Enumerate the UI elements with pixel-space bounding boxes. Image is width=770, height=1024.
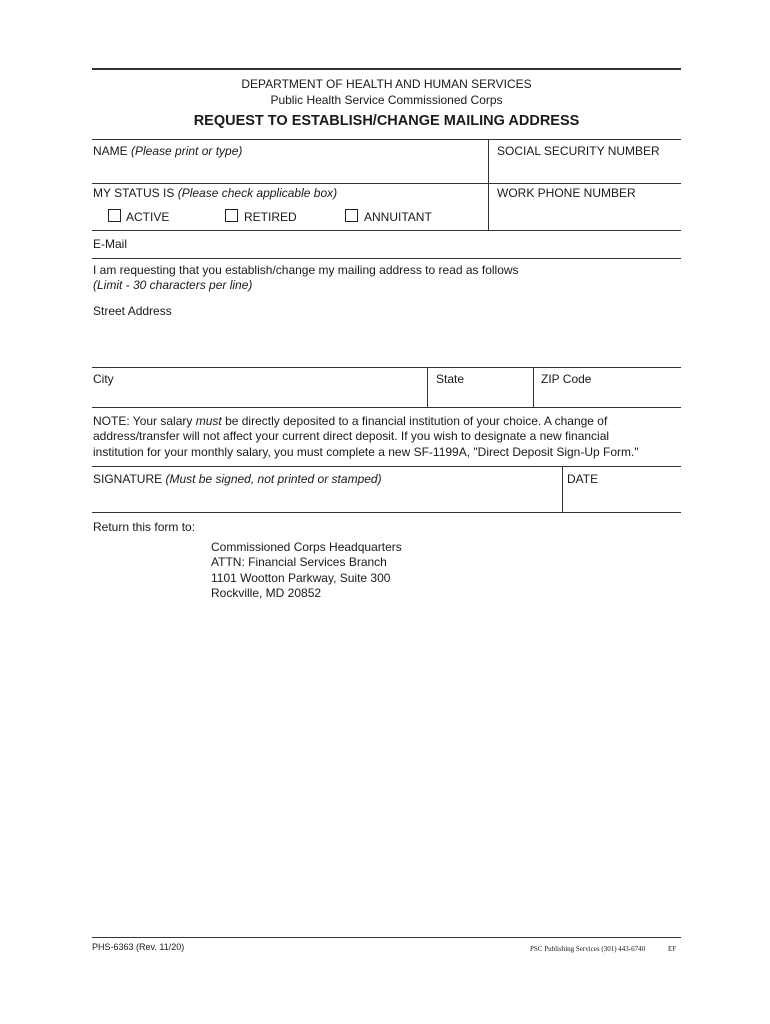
request-text: I am requesting that you establish/change my mailing address to read as follows xyxy=(93,263,519,277)
return-address-line: 1101 Wootton Parkway, Suite 300 xyxy=(211,571,391,585)
department-heading: DEPARTMENT OF HEALTH AND HUMAN SERVICES xyxy=(241,77,532,91)
return-address-line: Commissioned Corps Headquarters xyxy=(211,540,402,554)
row-rule xyxy=(92,512,681,513)
row-rule xyxy=(92,139,681,140)
status-annuitant-label: ANNUITANT xyxy=(364,210,432,224)
email-label: E-Mail xyxy=(93,237,128,251)
note-line-1 xyxy=(93,414,607,429)
name-label-text: NAME xyxy=(93,144,128,158)
street-address-label: Street Address xyxy=(93,304,172,318)
signature-label-text: SIGNATURE xyxy=(93,472,163,486)
top-rule xyxy=(92,68,681,70)
row-rule xyxy=(92,466,681,467)
return-address-line: Rockville, MD 20852 xyxy=(211,586,322,600)
state-label: State xyxy=(436,372,465,386)
work-phone-label: WORK PHONE NUMBER xyxy=(497,186,636,200)
note-line-3: institution for your monthly salary, you must complete a new SF-1199A, "Direct Deposit Sign-Up Form." xyxy=(93,445,639,459)
request-limit: (Limit - 30 characters per line) xyxy=(93,278,253,292)
column-divider xyxy=(562,466,563,512)
city-label: City xyxy=(93,372,114,386)
signature-hint: (Must be signed, not printed or stamped) xyxy=(165,472,382,486)
publisher-credit: PSC Publishing Services (301) 443-6740 xyxy=(530,945,646,953)
column-divider xyxy=(488,139,489,230)
row-rule xyxy=(92,367,681,368)
footer-rule xyxy=(92,937,681,938)
row-rule xyxy=(92,258,681,259)
row-rule xyxy=(92,407,681,408)
column-divider xyxy=(533,367,534,407)
zip-code-label: ZIP Code xyxy=(541,372,592,386)
status-retired-checkbox[interactable] xyxy=(225,209,238,222)
signature-label xyxy=(93,472,382,487)
status-hint: (Please check applicable box) xyxy=(177,186,338,200)
name-label xyxy=(93,144,242,159)
form-title: REQUEST TO ESTABLISH/CHANGE MAILING ADDRESS xyxy=(193,113,580,129)
note-emphasis: must xyxy=(195,414,222,428)
return-label: Return this form to: xyxy=(93,520,196,534)
form-number: PHS-6363 (Rev. 11/20) xyxy=(92,942,185,952)
row-rule xyxy=(92,183,681,184)
column-divider xyxy=(427,367,428,407)
note-text: be directly deposited to a financial institution of your choice. A change of xyxy=(221,414,608,428)
status-annuitant-checkbox[interactable] xyxy=(345,209,358,222)
ssn-label: SOCIAL SECURITY NUMBER xyxy=(497,144,660,158)
subdepartment-heading: Public Health Service Commissioned Corps xyxy=(270,93,503,107)
note-text: NOTE: Your salary xyxy=(93,414,196,428)
status-label xyxy=(93,186,337,201)
return-address-line: ATTN: Financial Services Branch xyxy=(211,555,387,569)
name-hint: (Please print or type) xyxy=(131,144,243,158)
ef-mark: EF xyxy=(668,945,677,953)
row-rule xyxy=(92,230,681,231)
status-active-label: ACTIVE xyxy=(126,210,170,224)
status-retired-label: RETIRED xyxy=(244,210,297,224)
date-label: DATE xyxy=(567,472,599,486)
status-active-checkbox[interactable] xyxy=(108,209,121,222)
note-line-2: address/transfer will not affect your current direct deposit. If you wish to designate a new financial xyxy=(93,429,610,443)
status-label-text: MY STATUS IS xyxy=(93,186,175,200)
